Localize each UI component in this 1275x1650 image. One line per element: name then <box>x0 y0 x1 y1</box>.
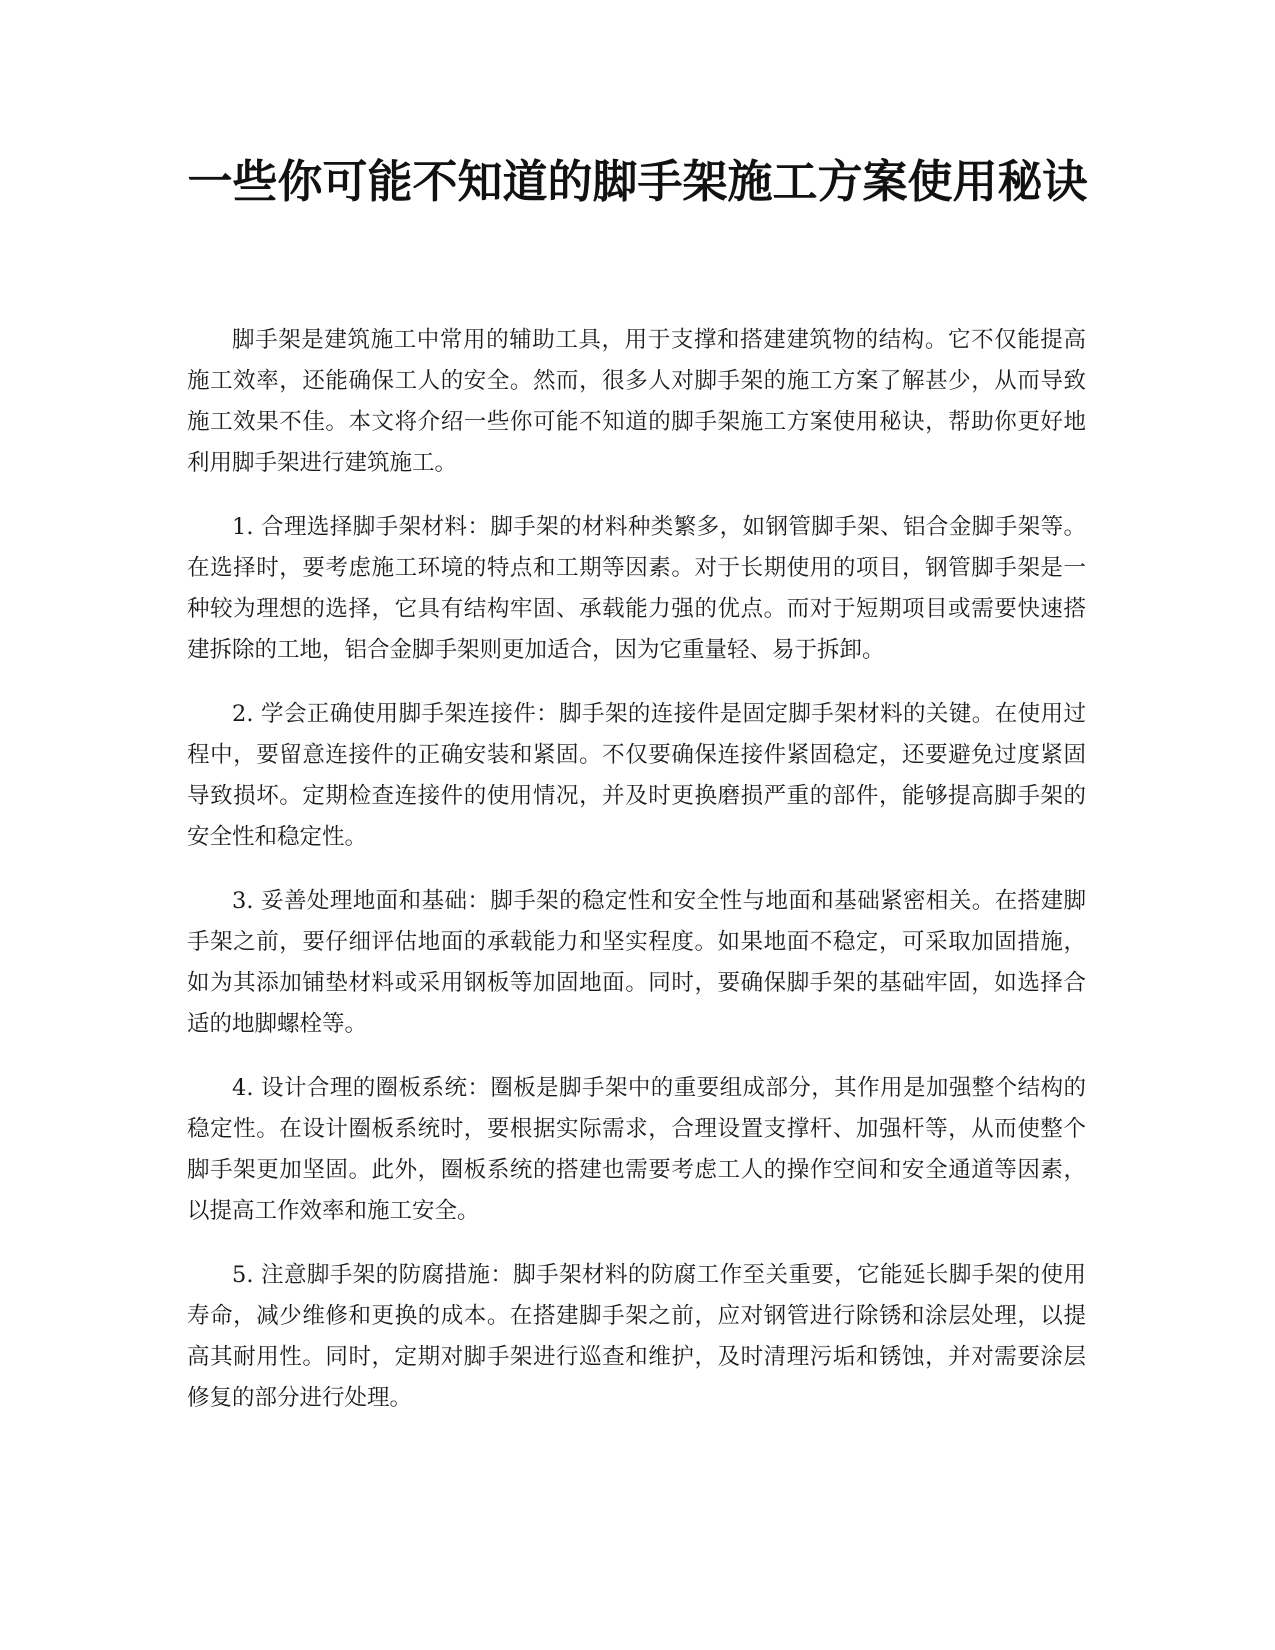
tip-paragraph-1: 1. 合理选择脚手架材料：脚手架的材料种类繁多，如钢管脚手架、铝合金脚手架等。在选择时，要考虑施工环境的特点和工期等因素。对于长期使用的项目，钢管脚手架是一种较为理想的选择，它具有结构牢固、承载能力强的优点。而对于短期项目或需要快速搭建拆除的工地，铝合金脚手架则更加适合，因为它重量轻、易于拆卸。 <box>187 514 1086 663</box>
intro-paragraph: 脚手架是建筑施工中常用的辅助工具，用于支撑和搭建建筑物的结构。它不仅能提高施工效率，还能确保工人的安全。然而，很多人对脚手架的施工方案了解甚少，从而导致施工效果不佳。本文将介绍一些你可能不知道的脚手架施工方案使用秘诀，帮助你更好地利用脚手架进行建筑施工。 <box>187 327 1086 476</box>
document-title: 一些你可能不知道的脚手架施工方案使用秘诀 <box>187 155 1088 208</box>
tip-paragraph-4: 4. 设计合理的圈板系统：圈板是脚手架中的重要组成部分，其作用是加强整个结构的稳定性。在设计圈板系统时，要根据实际需求，合理设置支撑杆、加强杆等，从而使整个脚手架更加坚固。此外，圈板系统的搭建也需要考虑工人的操作空间和安全通道等因素，以提高工作效率和施工安全。 <box>187 1075 1086 1224</box>
tip-paragraph-3: 3. 妥善处理地面和基础：脚手架的稳定性和安全性与地面和基础紧密相关。在搭建脚手架之前，要仔细评估地面的承载能力和坚实程度。如果地面不稳定，可采取加固措施，如为其添加铺垫材料或采用钢板等加固地面。同时，要确保脚手架的基础牢固，如选择合适的地脚螺栓等。 <box>187 888 1086 1037</box>
document-body <box>187 320 1086 1442</box>
tip-paragraph-5: 5. 注意脚手架的防腐措施：脚手架材料的防腐工作至关重要，它能延长脚手架的使用寿命，减少维修和更换的成本。在搭建脚手架之前，应对钢管进行除锈和涂层处理，以提高其耐用性。同时，定期对脚手架进行巡查和维护，及时清理污垢和锈蚀，并对需要涂层修复的部分进行处理。 <box>187 1262 1086 1411</box>
tip-paragraph-2: 2. 学会正确使用脚手架连接件：脚手架的连接件是固定脚手架材料的关键。在使用过程中，要留意连接件的正确安装和紧固。不仅要确保连接件紧固稳定，还要避免过度紧固导致损坏。定期检查连接件的使用情况，并及时更换磨损严重的部件，能够提高脚手架的安全性和稳定性。 <box>187 701 1086 850</box>
